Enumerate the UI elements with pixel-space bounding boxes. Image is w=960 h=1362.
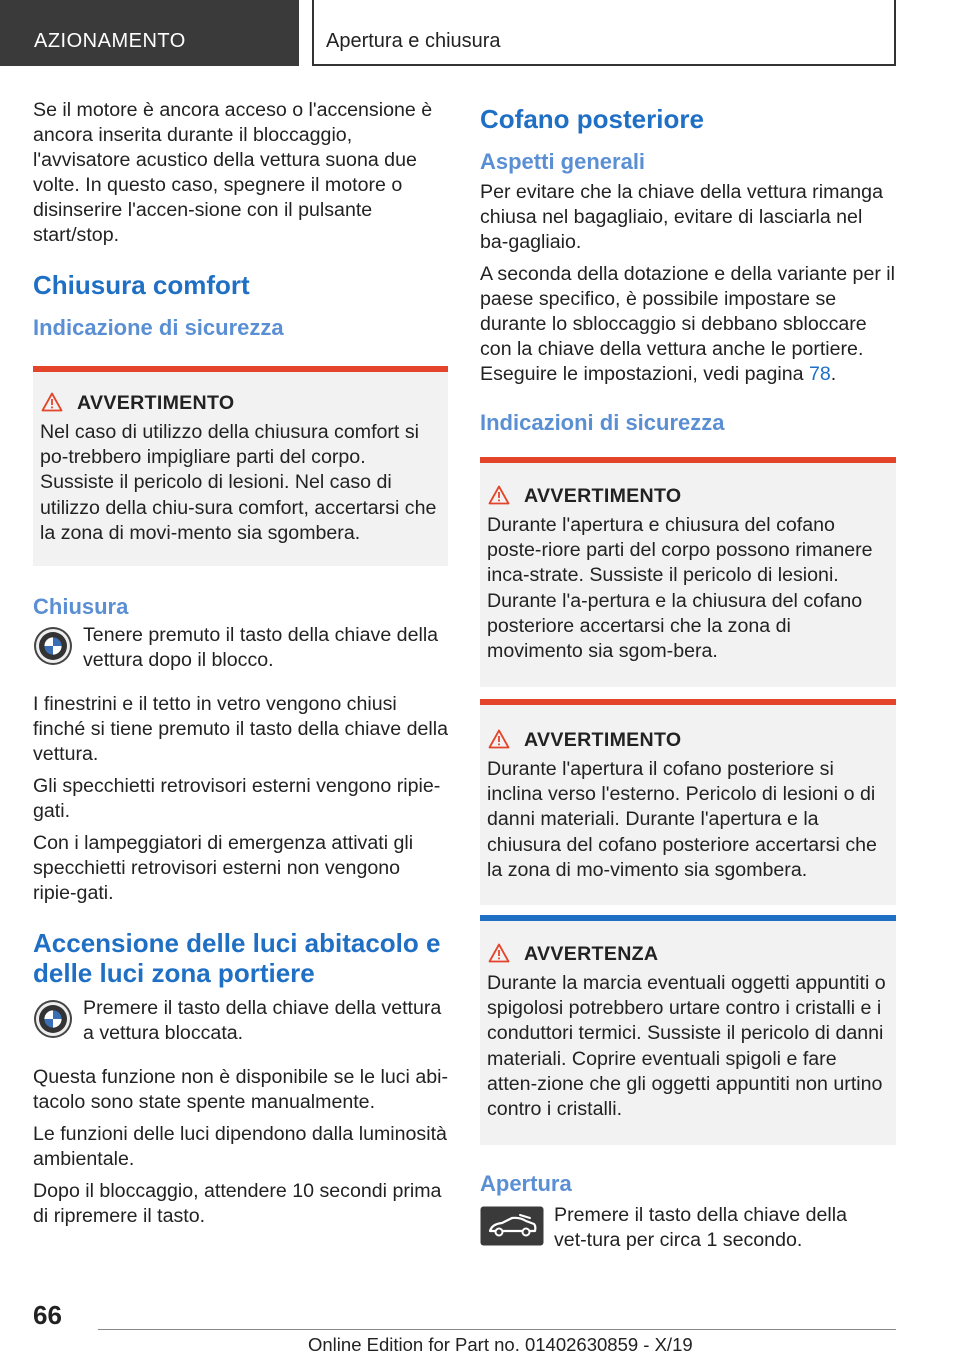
warning-triangle-icon [488, 729, 510, 749]
warning-text: Durante l'apertura e chiusura del cofano poste-riore parti del corpo possono rimanere inca-strate. Sussiste il pericolo di lesioni. Durante l'a-pertura e la chiusura del cofano posteriore accertarsi che la zona di movimento sia sgom-bera. [487, 514, 873, 663]
opening-key-text: Premere il tasto della chiave della vet-tura per circa 1 secondo. [554, 1204, 847, 1251]
general-heading: Aspetti generali [480, 149, 646, 174]
lights-paragraph-1: Questa funzione non è disponibile se le luci abi-tacolo sono state spente manualmente. [33, 1066, 448, 1113]
comfort-closing-heading: Chiusura comfort [33, 270, 250, 300]
closing-paragraph-1: I finestrini e il tetto in vetro vengono chiusi finché si tiene premuto il tasto della chiave della vettura. [33, 693, 448, 765]
page-reference-link[interactable]: 78 [808, 363, 831, 385]
warning-box-tailgate-1 [480, 457, 896, 687]
lights-paragraph-2: Le funzioni delle luci dipendono dalla luminosità ambientale. [33, 1123, 447, 1170]
opening-key-instruction [480, 1206, 896, 1260]
page-header [0, 0, 960, 66]
closing-heading: Chiusura [33, 594, 129, 619]
lights-paragraph-3: Dopo il bloccaggio, attendere 10 secondi prima di ripremere il tasto. [33, 1180, 442, 1227]
notice-title: AVVERTENZA [524, 943, 659, 965]
warning-triangle-icon [488, 485, 510, 505]
interior-lights-heading: Accensione delle luci abitacolo e delle luci zona portiere [33, 928, 441, 988]
intro-paragraph: Se il motore è ancora acceso o l'accensione è ancora inserita durante il bloccaggio, l'avvisatore acustico della vettura suona due volte. In questo caso, spegnere il motore o disinserire l'accen-sione con il pulsante start/stop. [33, 99, 433, 246]
warning-triangle-icon [488, 943, 510, 963]
general-paragraph-2: A seconda della dotazione e della variante per il paese specifico, è possibile impostare se durante lo sbloccaggio si debbano sbloccare con la chiave della vettura anche le portiere. Eseguire le impostazioni, vedi pagina 78. [480, 263, 896, 385]
section-label: AZIONAMENTO [0, 0, 299, 66]
general-paragraph-2-text: A seconda della dotazione e della variante per il paese specifico, è possibile impostare se durante lo sbloccaggio si debbano sbloccare con la chiave della vettura anche le portiere. Eseguire le impostazioni, vedi pagina [480, 263, 896, 385]
opening-heading: Apertura [480, 1171, 572, 1196]
right-column [480, 98, 896, 1260]
closing-paragraph-3: Con i lampeggiatori di emergenza attivati gli specchietti retrovisori esterni non vengono ripie-gati. [33, 832, 414, 904]
chapter-label: Apertura e chiusura [312, 0, 896, 66]
bmw-key-button-icon [33, 626, 73, 666]
warning-text: Nel caso di utilizzo della chiusura comfort si po-trebbero impigliare parti del corpo. Sussiste il pericolo di lesioni. Nel caso di utilizzo della chiu-sura comfort, accertarsi che la zona di movi-mento sia sgombera. [40, 421, 437, 544]
notice-text: Durante la marcia eventuali oggetti appuntiti o spigolosi potrebbero urtare contro i cristalli e i conduttori termici. Sussiste il pericolo di danni materiali. Coprire eventuali spigoli e fare atten-zione che gli oggetti appuntiti non urtino contro i cristalli. [487, 972, 886, 1121]
warning-box-tailgate-2 [480, 699, 896, 905]
closing-key-text: Tenere premuto il tasto della chiave della vettura dopo il blocco. [83, 624, 439, 671]
closing-key-instruction [33, 626, 448, 680]
warning-title: AVVERTIMENTO [77, 392, 235, 414]
safety-note-heading: Indicazione di sicurezza [33, 315, 284, 340]
footer-edition: Online Edition for Part no. 01402630859 - X/19 [308, 1334, 693, 1355]
safety-notes-heading: Indicazioni di sicurezza [480, 410, 725, 435]
closing-paragraph-2: Gli specchietti retrovisori esterni vengono ripie-gati. [33, 775, 441, 822]
lights-key-text: Premere il tasto della chiave della vettura a vettura bloccata. [83, 997, 442, 1044]
page-number: 66 [33, 1300, 62, 1330]
general-paragraph-1: Per evitare che la chiave della vettura rimanga chiusa nel bagagliaio, evitare di lasciarla nel ba-gagliaio. [480, 181, 883, 253]
left-column [33, 98, 448, 1236]
warning-title: AVVERTIMENTO [524, 729, 682, 751]
notice-box-cargo [480, 915, 896, 1145]
tailgate-key-button-icon [480, 1206, 544, 1246]
warning-box-comfort [33, 366, 448, 566]
warning-title: AVVERTIMENTO [524, 485, 682, 507]
tailgate-heading: Cofano posteriore [480, 104, 704, 134]
bmw-key-button-icon [33, 999, 73, 1039]
footer-divider [98, 1329, 896, 1330]
warning-triangle-icon [41, 392, 63, 412]
warning-text: Durante l'apertura il cofano posteriore si inclina verso l'esterno. Pericolo di lesioni o di danni materiali. Durante l'apertura e la chiusura del cofano posteriore accertarsi che la zona di mo-vimento sia sgombera. [487, 758, 877, 881]
lights-key-instruction [33, 999, 448, 1053]
